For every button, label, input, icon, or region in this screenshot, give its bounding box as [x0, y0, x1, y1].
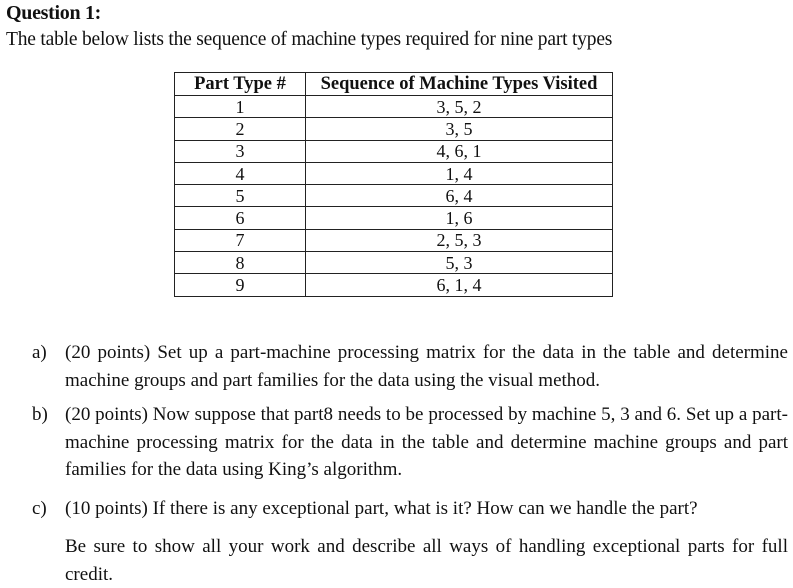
table-row: [175, 96, 613, 118]
table-row: [175, 207, 613, 229]
part-type-cell: 4: [175, 162, 306, 184]
item-b: [32, 401, 788, 484]
part-type-cell: 9: [175, 274, 306, 296]
sequence-cell: 4, 6, 1: [306, 140, 613, 162]
sequence-cell: 1, 6: [306, 207, 613, 229]
header-sequence: Sequence of Machine Types Visited: [306, 73, 613, 96]
table-row: [175, 185, 613, 207]
note-text: Be sure to show all your work and describe all ways of handling exceptional parts for full credit.: [65, 536, 788, 585]
item-label: c): [32, 498, 47, 519]
sequence-cell: 2, 5, 3: [306, 229, 613, 251]
item-c: [32, 495, 788, 523]
sequence-cell: 6, 4: [306, 185, 613, 207]
header-part-type: Part Type #: [175, 73, 306, 96]
item-text: (20 points) Now suppose that part8 needs to be processed by machine 5, 3 and 6. Set up a part-machine processing matrix for the data in the table and determine machine groups and part families for the data using King’s algorithm.: [65, 404, 788, 480]
part-type-cell: 3: [175, 140, 306, 162]
part-sequence-table: [174, 72, 613, 297]
item-label: b): [32, 404, 48, 425]
table-row: [175, 229, 613, 251]
sequence-cell: 3, 5, 2: [306, 96, 613, 118]
table-row: [175, 274, 613, 296]
part-type-cell: 1: [175, 96, 306, 118]
item-a: [32, 339, 788, 394]
item-text: (10 points) If there is any exceptional part, what is it? How can we handle the part?: [65, 498, 698, 519]
part-type-cell: 8: [175, 252, 306, 274]
note: [32, 533, 788, 588]
question-intro: The table below lists the sequence of machine types required for nine part types: [6, 29, 613, 50]
sequence-cell: 5, 3: [306, 252, 613, 274]
item-label: a): [32, 342, 47, 363]
part-type-cell: 7: [175, 229, 306, 251]
part-type-cell: 5: [175, 185, 306, 207]
part-type-cell: 2: [175, 118, 306, 140]
sequence-cell: 1, 4: [306, 162, 613, 184]
table-row: [175, 140, 613, 162]
sequence-cell: 6, 1, 4: [306, 274, 613, 296]
table-row: [175, 252, 613, 274]
table-row: [175, 162, 613, 184]
sequence-cell: 3, 5: [306, 118, 613, 140]
question-title: Question 1:: [6, 2, 102, 24]
table-row: [175, 118, 613, 140]
table-header-row: [175, 73, 613, 96]
item-text: (20 points) Set up a part-machine processing matrix for the data in the table and determine machine groups and part families for the data using the visual method.: [65, 342, 788, 391]
part-type-cell: 6: [175, 207, 306, 229]
